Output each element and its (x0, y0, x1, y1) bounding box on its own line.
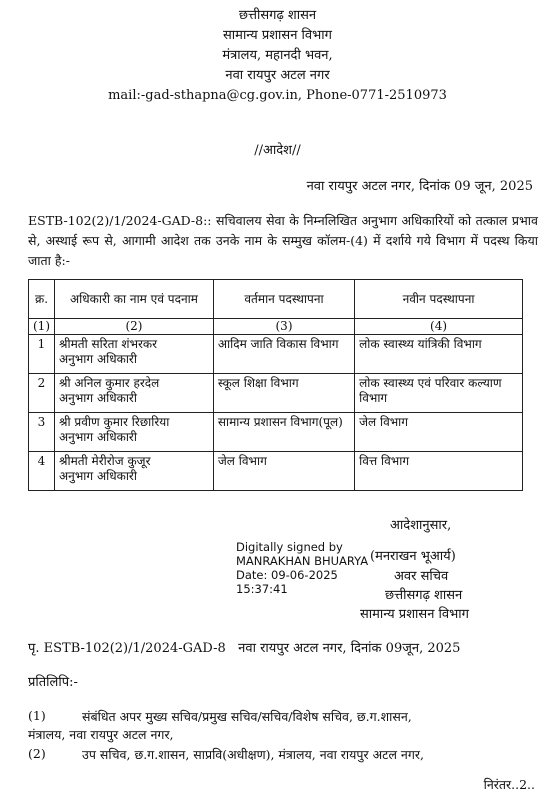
copy-item-number: (1) (28, 708, 46, 723)
officer-name: श्री प्रवीण कुमार रिछारिया (59, 415, 170, 429)
row-sno: 3 (29, 413, 55, 452)
copy-label: प्रतिलिपि:- (28, 675, 78, 690)
row-current-posting: सामान्य प्रशासन विभाग(पूल) (213, 413, 354, 452)
row-new-posting: लोक स्वास्थ्य एवं परिवार कल्याण विभाग (355, 374, 523, 413)
row-current-posting: आदिम जाति विकास विभाग (213, 335, 354, 374)
signer-name: (मनराखन भूआर्य) (370, 549, 456, 564)
officer-designation: अनुभाग अधिकारी (59, 430, 137, 444)
digital-sign-line: 15:37:41 (236, 582, 288, 596)
endorsement-number: पृ. ESTB-102(2)/1/2024-GAD-8 (28, 641, 226, 656)
row-officer (55, 335, 214, 374)
row-current-posting: स्कूल शिक्षा विभाग (213, 374, 354, 413)
header-contact: mail:-gad-sthapna@cg.gov.in, Phone-0771-2510973 (108, 88, 447, 103)
table-row (29, 413, 523, 452)
header-department: सामान्य प्रशासन विभाग (223, 28, 332, 43)
header-building: मंत्रालय, महानदी भवन, (222, 48, 333, 63)
endorsement-ref (28, 638, 460, 656)
header-new-posting: नवीन पदस्थापना (355, 280, 523, 319)
officer-designation: अनुभाग अधिकारी (59, 469, 137, 483)
table-header-row (29, 280, 523, 319)
copy-item-continuation: मंत्रालय, नवा रायपुर अटल नगर, (28, 727, 174, 742)
row-officer (55, 452, 214, 491)
row-new-posting: जेल विभाग (355, 413, 523, 452)
officer-name: श्रीमती मेरीरोज कुजूर (59, 454, 151, 468)
digital-sign-line: Digitally signed by (236, 540, 343, 554)
officer-name: श्री अनिल कुमार हरदेल (59, 376, 160, 390)
officer-name: श्रीमती सरिता शंभरकर (59, 337, 158, 351)
continued-marker: निरंतर..2.. (483, 777, 535, 792)
row-sno: 2 (29, 374, 55, 413)
row-officer (55, 374, 214, 413)
order-title: //आदेश// (254, 143, 301, 158)
signer-title: अवर सचिव (394, 569, 449, 584)
endorsement-place-date: नवा रायपुर अटल नगर, दिनांक 09जून, 2025 (238, 641, 461, 656)
copy-item-number: (2) (28, 746, 46, 761)
table-column-number-row (29, 319, 523, 335)
digital-signature-block (236, 540, 368, 596)
col-number: (1) (29, 319, 55, 335)
header-current-posting: वर्तमान पदस्थापना (213, 280, 354, 319)
table-row (29, 335, 523, 374)
col-number: (4) (355, 319, 523, 335)
row-officer (55, 413, 214, 452)
order-place-date: नवा रायपुर अटल नगर, दिनांक 09 जून, 2025 (306, 179, 533, 194)
header-city: नवा रायपुर अटल नगर (225, 68, 330, 83)
digital-sign-line: MANRAKHAN BHUARYA (236, 554, 369, 568)
col-number: (2) (55, 319, 214, 335)
postings-table (28, 279, 523, 491)
copy-item-text: उप सचिव, छ.ग.शासन, साप्रवि(अधीक्षण), मंत्रालय, नवा रायपुर अटल नगर, (82, 747, 424, 762)
officer-designation: अनुभाग अधिकारी (59, 352, 137, 366)
header-name: अधिकारी का नाम एवं पदनाम (55, 280, 214, 319)
row-sno: 1 (29, 335, 55, 374)
officer-designation: अनुभाग अधिकारी (59, 391, 137, 405)
digital-sign-line: Date: 09-06-2025 (236, 568, 338, 582)
copy-item-text: संबंधित अपर मुख्य सचिव/प्रमुख सचिव/सचिव/विशेष सचिव, छ.ग.शासन, (82, 709, 412, 724)
row-current-posting: जेल विभाग (213, 452, 354, 491)
header-govt: छत्तीसगढ़ शासन (238, 8, 317, 23)
col-number: (3) (213, 319, 354, 335)
as-per-order: आदेशानुसार, (390, 518, 452, 533)
order-body-paragraph: ESTB-102(2)/1/2024-GAD-8:: सचिवालय सेवा के निम्नलिखित अनुभाग अधिकारियों को तत्काल प्रभाव से, अस्थाई रूप से, आगामी आदेश तक उनके नाम के सम्मुख कॉलम-(4) में दर्शाये गये विभाग में पदस्थ किया जाता है:- (28, 213, 538, 268)
row-new-posting: वित्त विभाग (355, 452, 523, 491)
row-new-posting: लोक स्वास्थ्य यांत्रिकी विभाग (355, 335, 523, 374)
header-sno: क्र. (29, 280, 55, 319)
signer-department: सामान्य प्रशासन विभाग (360, 607, 469, 622)
row-sno: 4 (29, 452, 55, 491)
table-row (29, 452, 523, 491)
signer-org: छत्तीसगढ़ शासन (385, 588, 463, 603)
table-row (29, 374, 523, 413)
